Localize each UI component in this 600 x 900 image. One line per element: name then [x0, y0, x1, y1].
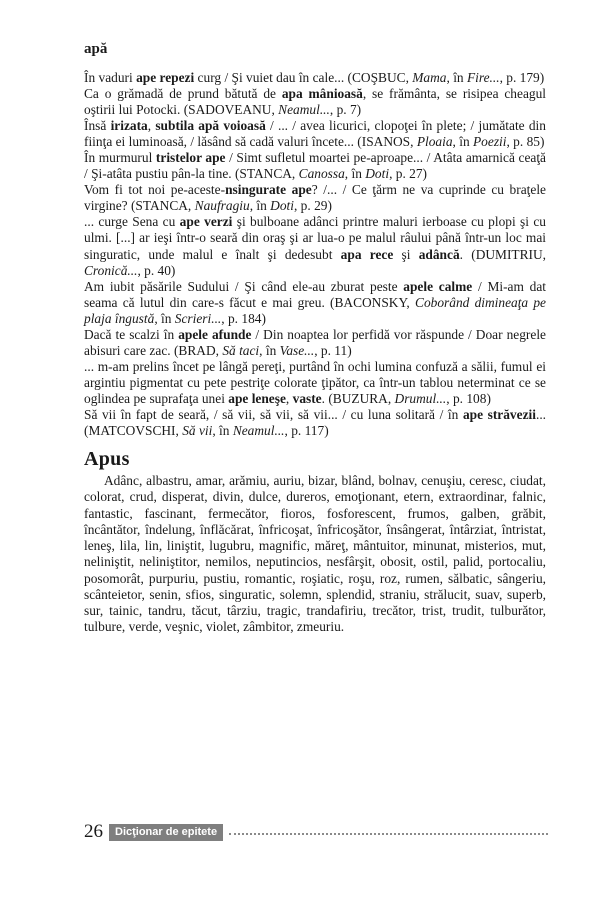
citation — [84, 279, 546, 327]
highlighted-epithet: vaste — [292, 390, 322, 406]
citation-text: ... m-am prelins încet pe lângă pereţi, purtând în ochi lumina confuză a sălii, fumul ei argintiu pigmentat cu pete pestriţe colorate ţipător, ca într-un tablou neterminat ce se oglindea pe suprafaţa unei — [84, 358, 546, 406]
citation-text: , p. 117) — [284, 423, 329, 439]
source-title: Cronică... — [84, 262, 138, 278]
citation-text: Am iubit păsările Sudului / Şi când ele-au zburat peste — [84, 278, 404, 294]
source-title: Mama — [412, 70, 447, 85]
citation — [84, 359, 546, 407]
citation-text: , p. 184) — [221, 310, 266, 326]
highlighted-epithet: irizata — [110, 118, 148, 134]
highlighted-epithet: apele calme — [403, 278, 473, 294]
highlighted-epithet: apa rece — [340, 246, 394, 262]
running-head: apă — [84, 41, 108, 57]
dotted-rule — [229, 833, 548, 835]
citation-text: , în — [446, 70, 467, 85]
citation-text: . (DUMITRIU, — [459, 246, 547, 262]
citation-text: ... curge Sena cu — [84, 214, 180, 230]
source-title: Neamul... — [232, 423, 285, 439]
citation-text: / Din noaptea lor perfidă vor răspunde / Doar negrele abisuri care zac. (BRAD, — [84, 326, 546, 358]
citation-text: Să vii în fapt de seară, / să vii, să vii, să vii... / cu luna solitară / în — [84, 406, 463, 422]
source-title: Poezii — [473, 134, 507, 150]
citation-text: şi — [393, 246, 419, 262]
highlighted-epithet: nsingurate ape — [225, 182, 312, 198]
highlighted-epithet: ape repezi — [136, 70, 195, 85]
citation-text: În murmurul — [84, 150, 156, 166]
source-title: Coborând dimineaţa pe plaja îngustă — [84, 294, 546, 326]
highlighted-epithet: tristelor ape — [155, 150, 226, 166]
source-title: Să taci — [222, 342, 260, 358]
highlighted-epithet: apele afunde — [178, 326, 252, 342]
book-title-tag: Dicţionar de epitete — [109, 824, 223, 841]
citation-text: , în — [249, 198, 271, 214]
citation-text: / Mi-am dat seama că lutul din care-s făcut e mai greu. (BACONSKY, — [84, 278, 547, 310]
citation-text: Ca o grămadă de prund bătută de — [84, 86, 282, 102]
highlighted-epithet: adâncă — [418, 246, 460, 262]
highlighted-epithet: apa mânioasă — [281, 86, 363, 102]
source-title: Drumul... — [394, 390, 447, 406]
source-title: Ploaia — [416, 134, 453, 150]
citation-text: , în — [259, 342, 280, 358]
citation-text: , p. 85) — [506, 134, 545, 150]
citation-text: Dacă te scalzi în — [84, 326, 179, 342]
source-title: Fire... — [466, 70, 500, 85]
epithets-list: Adânc, albastru, amar, arămiu, auriu, bizar, blând, bolnav, cenuşiu, ceresc, ciudat, colorat, crud, disperat, divin, dulce, dureros, emoţionant, etern, extraordinar, falnic, fantastic, fascinant, fermecător, fioros, fosforescent, frumos, galben, grăbit, încântător, îndelung, înflăcărat, înfricoşat, înfricoşător, însângerat, întârziat, întristat, leneş, lila, lin, liniştit, lugubru, magnific, măreţ, mântuitor, minunat, misterios, mut, neliniştit, neliniştitor, nemilos, neputincios, nesfârşit, obosit, ostil, palid, portocaliu, posomorât, purpuriu, pustiu, romantic, roşiatic, roşu, roz, rumen, sălbatic, sângeriu, scânteietor, senin, sfios, singuratic, solemn, splendid, straniu, strălucit, suav, superb, sur, tainic, tandru, tăcut, târziu, tragic, trandafiriu, trecător, trist, trudit, tulburător, tulbure, verde, veşnic, violet, zâmbitor, zmeuriu. — [84, 473, 546, 635]
source-title: Neamul... — [278, 102, 330, 118]
citation-text: şi bulboane adânci printre maluri ierboase cu plopi şi cu ulmi. [...] ar ieşi într-o seară din oraş şi ar lua-o pe malul râului până într-un loc mai singuratic, unde malul e înalt şi dedesubt — [84, 214, 546, 262]
citation-text: , în — [344, 166, 366, 182]
citation — [84, 182, 546, 214]
citation — [84, 70, 546, 86]
highlighted-epithet: subtila apă voioasă — [155, 118, 266, 134]
citation — [84, 407, 546, 439]
citation — [84, 327, 546, 359]
citation-text: , p. 29) — [293, 198, 332, 214]
citation-text: , p. 179) — [499, 70, 545, 85]
citation — [84, 118, 546, 150]
citation-text: În vaduri — [84, 70, 137, 85]
citation — [84, 214, 546, 278]
source-title: Scrieri... — [174, 310, 222, 326]
source-title: Canossa — [298, 166, 345, 182]
page-number: 26 — [84, 821, 103, 842]
highlighted-epithet: ape verzi — [179, 214, 233, 230]
source-title: Doti — [365, 166, 390, 182]
source-title: Vase... — [279, 342, 315, 358]
entry-title: Apus — [84, 448, 130, 471]
citation-text: , p. 7) — [329, 102, 362, 118]
source-title: Doti — [270, 198, 294, 214]
citation-text: , în — [154, 310, 175, 326]
citation-text: , în — [452, 134, 473, 150]
citations-list — [84, 70, 546, 439]
citation-text: , — [285, 390, 293, 406]
highlighted-epithet: ape străvezii — [462, 406, 536, 422]
highlighted-epithet: ape leneşe — [228, 390, 286, 406]
citation — [84, 150, 546, 182]
citation-text: / ... / avea licurici, clopoţei în plete; / jumătate din fiinţa ei luminoasă, / lăsând să cadă valuri încete... (ISANOS, — [84, 118, 546, 150]
citation-text: Vom fi tot noi pe-aceste- — [84, 182, 226, 198]
citation-text: , p. 108) — [446, 390, 491, 406]
page-body — [84, 40, 546, 636]
citation-text: ... (MATCOVSCHI, — [84, 406, 547, 439]
citation-text: Însă — [84, 118, 111, 134]
page-footer — [84, 822, 548, 842]
citation-text: , în — [212, 423, 233, 439]
citation-text: curg / Şi vuiet dau în cale... (COŞBUC, — [194, 70, 413, 85]
source-title: Naufragiu — [194, 198, 250, 214]
citation-text: , p. 40) — [137, 262, 176, 278]
citation-text: . (BUZURA, — [321, 390, 395, 406]
citation-text: / Simt sufletul moartei pe-aproape... / Atâta amarnică ceaţă / Şi-atâta pustiu pân-la tine. (STANCA, — [84, 150, 546, 182]
citation-text: , — [147, 118, 156, 134]
citation-text: , p. 11) — [314, 342, 352, 358]
citation-text: ? /... / Ce ţărm ne va cuprinde cu braţele virgine? (STANCA, — [84, 182, 546, 214]
source-title: Să vii — [182, 423, 213, 439]
citation-text: , se frământa, se risipea cheagul oştirii lui Potocki. (SADOVEANU, — [84, 86, 546, 118]
citation-text: , p. 27) — [389, 166, 427, 182]
citation — [84, 86, 546, 118]
